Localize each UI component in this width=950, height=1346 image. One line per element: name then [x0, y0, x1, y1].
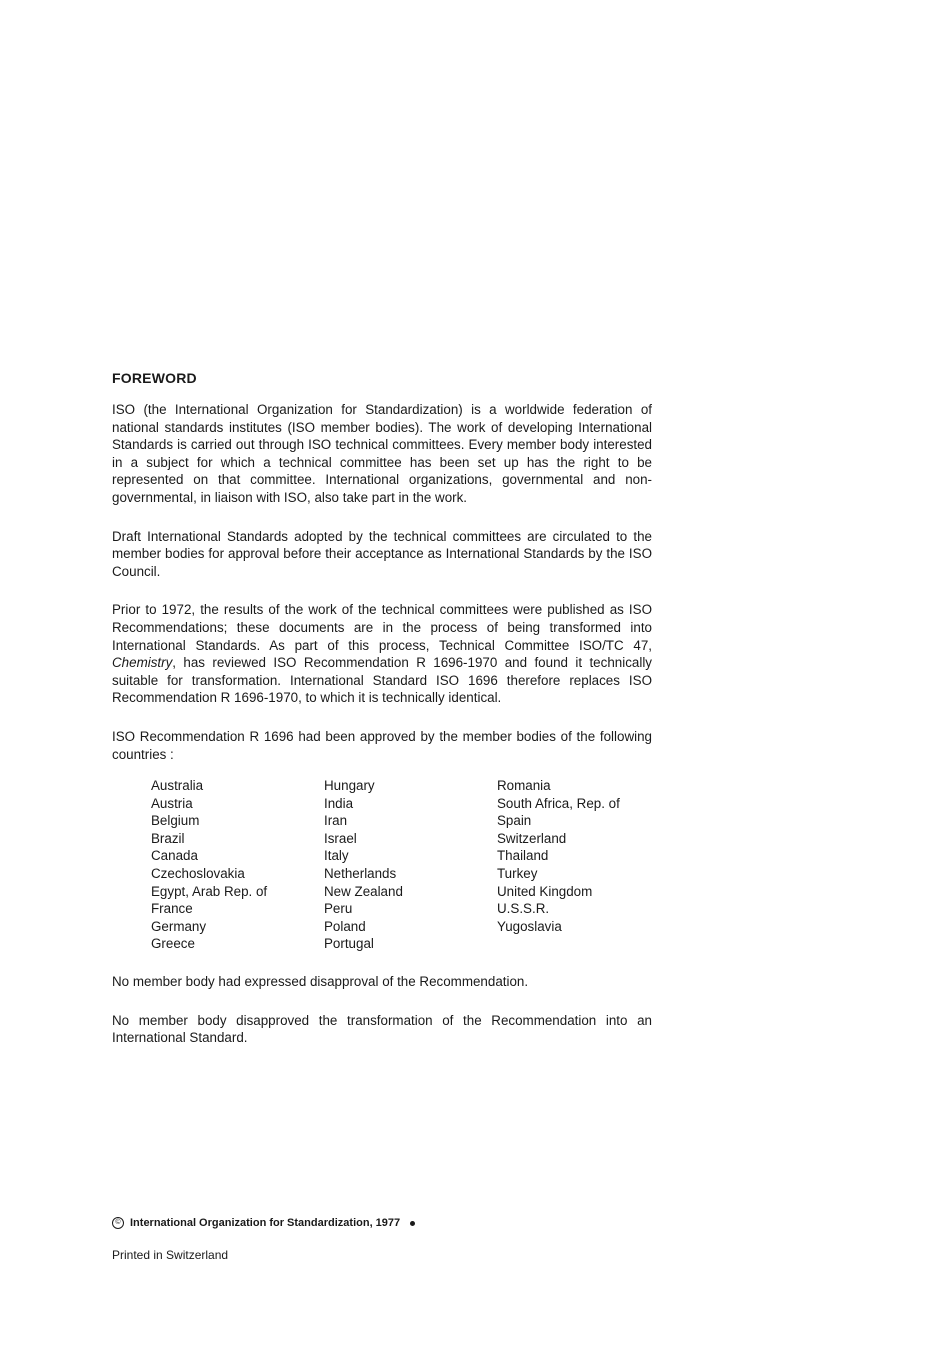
country-item: Czechoslovakia [151, 866, 245, 882]
paragraph-draft-standards: Draft International Standards adopted by the technical committees are circulated to the member bodies for approval before their acceptance as International Standards by the ISO Council. [112, 528, 652, 579]
country-item: U.S.S.R. [497, 901, 550, 917]
paragraph-no-disapproval: No member body had expressed disapproval of the Recommendation. [112, 974, 529, 990]
country-item: France [151, 901, 193, 917]
country-item: Egypt, Arab Rep. of [151, 883, 268, 899]
country-item: Romania [497, 778, 551, 794]
country-item: Austria [151, 795, 193, 811]
country-item: Germany [151, 918, 207, 934]
paragraph-iso-intro: ISO (the International Organization for Standardization) is a worldwide federation of national standards institutes (ISO member bodies). The work of developing International Standards is carried out through ISO technical committees. Every member body interested in a subject for which a technical committee has been set up has the right to be represented on that committee. International organizations, governmental and non-governmental, in liaison with ISO, also take part in the work. [112, 402, 652, 505]
committee-name: Chemistry [112, 655, 173, 671]
country-item: Thailand [497, 848, 549, 864]
copyright-line [112, 1216, 415, 1230]
country-item: Iran [324, 813, 348, 829]
country-item: Greece [151, 936, 195, 952]
country-list [112, 777, 652, 955]
copyright-icon: © [112, 1217, 124, 1229]
page-footer [112, 1216, 415, 1262]
country-item: Poland [324, 918, 366, 934]
country-item: Israel [324, 830, 357, 846]
country-item: New Zealand [324, 883, 403, 899]
document-page [112, 370, 652, 1068]
country-column-1 [151, 777, 267, 953]
country-item: South Africa, Rep. of [497, 795, 620, 811]
country-item: Turkey [497, 866, 538, 882]
country-item: Hungary [324, 778, 375, 794]
country-item: Spain [497, 813, 532, 829]
paragraph-transformation: No member body disapproved the transformation of the Recommendation into an International Standard. [112, 1012, 652, 1046]
country-item: Portugal [324, 936, 374, 952]
country-item: India [324, 795, 354, 811]
country-item: Australia [151, 778, 204, 794]
country-item: Peru [324, 901, 353, 917]
country-item: United Kingdom [497, 883, 593, 899]
paragraph-approval: ISO Recommendation R 1696 had been approved by the member bodies of the following countries : [112, 728, 652, 762]
history-text-start: Prior to 1972, the results of the work of the technical committees were published as ISO Recommendations; these documents are in the process of being transformed into International Standards. As part of this process, Technical Committee ISO/TC 47, [112, 602, 652, 653]
country-item: Canada [151, 848, 198, 864]
country-item: Brazil [151, 830, 185, 846]
page-title: FOREWORD [112, 370, 197, 386]
copyright-text: International Organization for Standardization, 1977 [130, 1217, 401, 1229]
paragraph-history [112, 601, 652, 707]
country-item: Italy [324, 848, 349, 864]
country-item: Belgium [151, 813, 200, 829]
country-item: Switzerland [497, 830, 567, 846]
country-column-3 [497, 777, 620, 935]
country-column-2 [324, 777, 403, 953]
history-text-end: , has reviewed ISO Recommendation R 1696-1970 and found it technically suitable for transformation. International Standard ISO 1696 therefore replaces ISO Recommendation R 1696-1970, to which it is technically identical. [112, 655, 652, 706]
bullet-icon [410, 1221, 415, 1226]
country-item: Netherlands [324, 866, 397, 882]
country-item: Yugoslavia [497, 918, 562, 934]
printed-in: Printed in Switzerland [112, 1248, 229, 1262]
